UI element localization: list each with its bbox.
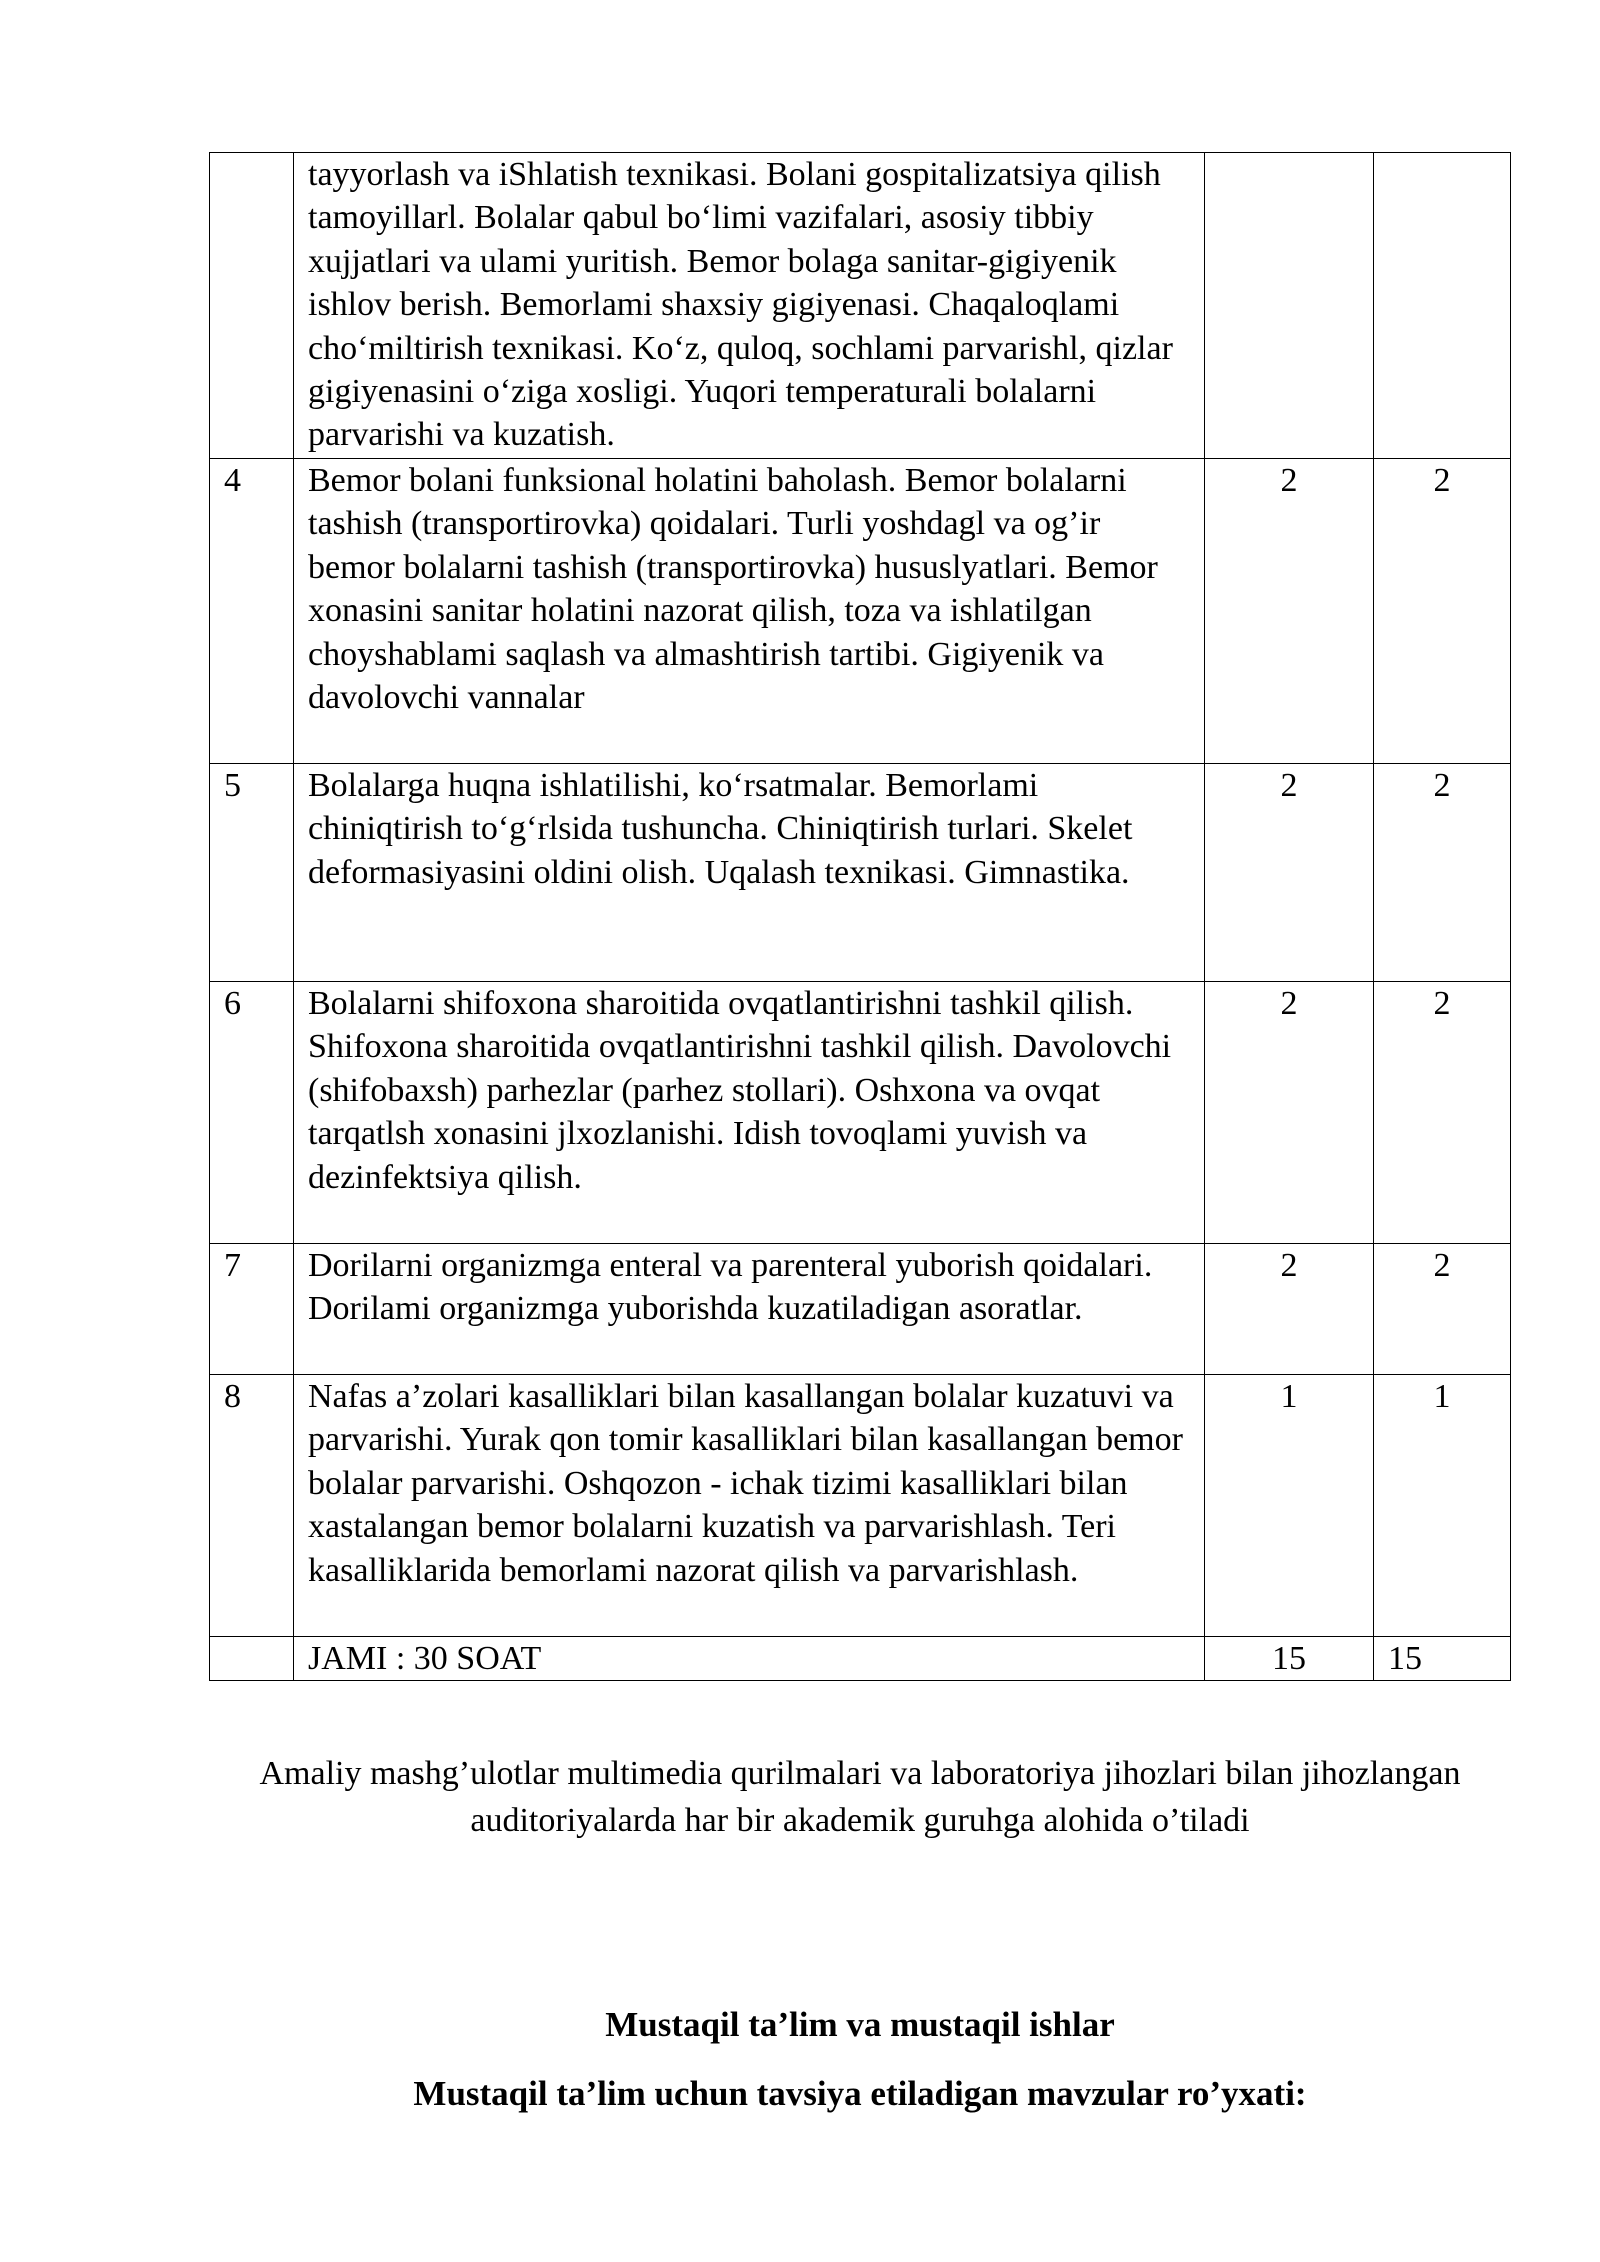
table-total-row: [210, 1637, 1511, 1681]
lesson-topic-cell: Bolalarni shifoxona sharoitida ovqatlantirishni tashkil qilish. Shifoxona sharoitida ovqatlantirishni tashkil qilish. Davolovchi (shifobaxsh) parhezlar (parhez stollari). Oshxona va ovqat tarqatlsh xonasini jlxozlanishi. Idish tovoqlami yuvish va dezinfektsiya qilish.: [294, 982, 1205, 1244]
hours-cell-1: 2: [1205, 764, 1374, 982]
hours-cell-2: 1: [1374, 1375, 1511, 1637]
practical-lessons-table: [209, 152, 1511, 1681]
lesson-topic-cell: Bolalarga huqna ishlatilishi, ko‘rsatmalar. Bemorlami chiniqtirish to‘g‘rlsida tushuncha. Chiniqtirish turlari. Skelet deformasiyasini oldini olish. Uqalash texnikasi. Gimnastika.: [294, 764, 1205, 982]
lesson-number-cell: 5: [210, 764, 294, 982]
lesson-number-cell: 7: [210, 1244, 294, 1375]
hours-cell-1: 2: [1205, 1244, 1374, 1375]
lesson-topic-cell: tayyorlash va iShlatish texnikasi. Bolani gospitalizatsiya qilish tamoyillarl. Bolalar qabul bo‘limi vazifalari, asosiy tibbiy xujjatlari va ulami yuritish. Bemor bolaga sanitar-gigiyenik ishlov berish. Bemorlami shaxsiy gigiyenasi. Chaqaloqlami cho‘miltirish texnikasi. Ko‘z, quloq, sochlami parvarishl, qizlar gigiyenasini o‘ziga xosligi. Yuqori temperaturali bolalarni parvarishi va kuzatish.: [294, 153, 1205, 459]
practical-lessons-note: Amaliy mashg’ulotlar multimedia qurilmalari va laboratoriya jihozlari bilan jihozlangan auditoriyalarda har bir akademik guruhga alohida o’tiladi: [259, 1755, 1461, 1839]
lesson-topic-cell: Bemor bolani funksional holatini baholash. Bemor bolalarni tashish (transportirovka) qoidalari. Turli yoshdagl va og’ir bemor bolalarni tashish (transportirovka) hususlyatlari. Bemor xonasini sanitar holatini nazorat qilish, toza va ishlatilgan choyshablami saqlash va almashtirish tartibi. Gigiyenik va davolovchi vannalar: [294, 459, 1205, 764]
lesson-number-cell: 8: [210, 1375, 294, 1637]
table-row: [210, 1244, 1511, 1375]
table-row: [210, 459, 1511, 764]
hours-cell-2: 2: [1374, 982, 1511, 1244]
hours-cell-1: 1: [1205, 1375, 1374, 1637]
hours-cell-2: 2: [1374, 459, 1511, 764]
lesson-number-cell: 6: [210, 982, 294, 1244]
section-heading: Mustaqil ta’lim va mustaqil ishlar: [605, 2005, 1115, 2044]
hours-cell-2: [1374, 153, 1511, 459]
hours-cell-1: 2: [1205, 982, 1374, 1244]
lesson-number-cell: 4: [210, 459, 294, 764]
table-row: [210, 764, 1511, 982]
total-hours-cell-1: 15: [1205, 1637, 1374, 1681]
total-number-cell: [210, 1637, 294, 1681]
hours-cell-1: 2: [1205, 459, 1374, 764]
lesson-topic-cell: Nafas a’zolari kasalliklari bilan kasallangan bolalar kuzatuvi va parvarishi. Yurak qon tomir kasalliklari bilan kasallangan bemor bolalar parvarishi. Oshqozon - ichak tizimi kasalliklari bilan xastalangan bemor bolalarni kuzatish va parvarishlash. Teri kasalliklarida bemorlami nazorat qilish va parvarishlash.: [294, 1375, 1205, 1637]
table-row: [210, 982, 1511, 1244]
hours-cell-2: 2: [1374, 1244, 1511, 1375]
subsection-heading: Mustaqil ta’lim uchun tavsiya etiladigan mavzular ro’yxati:: [413, 2074, 1307, 2113]
lesson-number-cell: [210, 153, 294, 459]
hours-cell-2: 2: [1374, 764, 1511, 982]
table-row: [210, 1375, 1511, 1637]
lesson-topic-cell: Dorilarni organizmga enteral va parenteral yuborish qoidalari. Dorilami organizmga yuborishda kuzatiladigan asoratlar.: [294, 1244, 1205, 1375]
table-row: [210, 153, 1511, 459]
total-hours-cell-2: 15: [1374, 1637, 1511, 1681]
total-label-cell: JAMI : 30 SOAT: [294, 1637, 1205, 1681]
hours-cell-1: [1205, 153, 1374, 459]
